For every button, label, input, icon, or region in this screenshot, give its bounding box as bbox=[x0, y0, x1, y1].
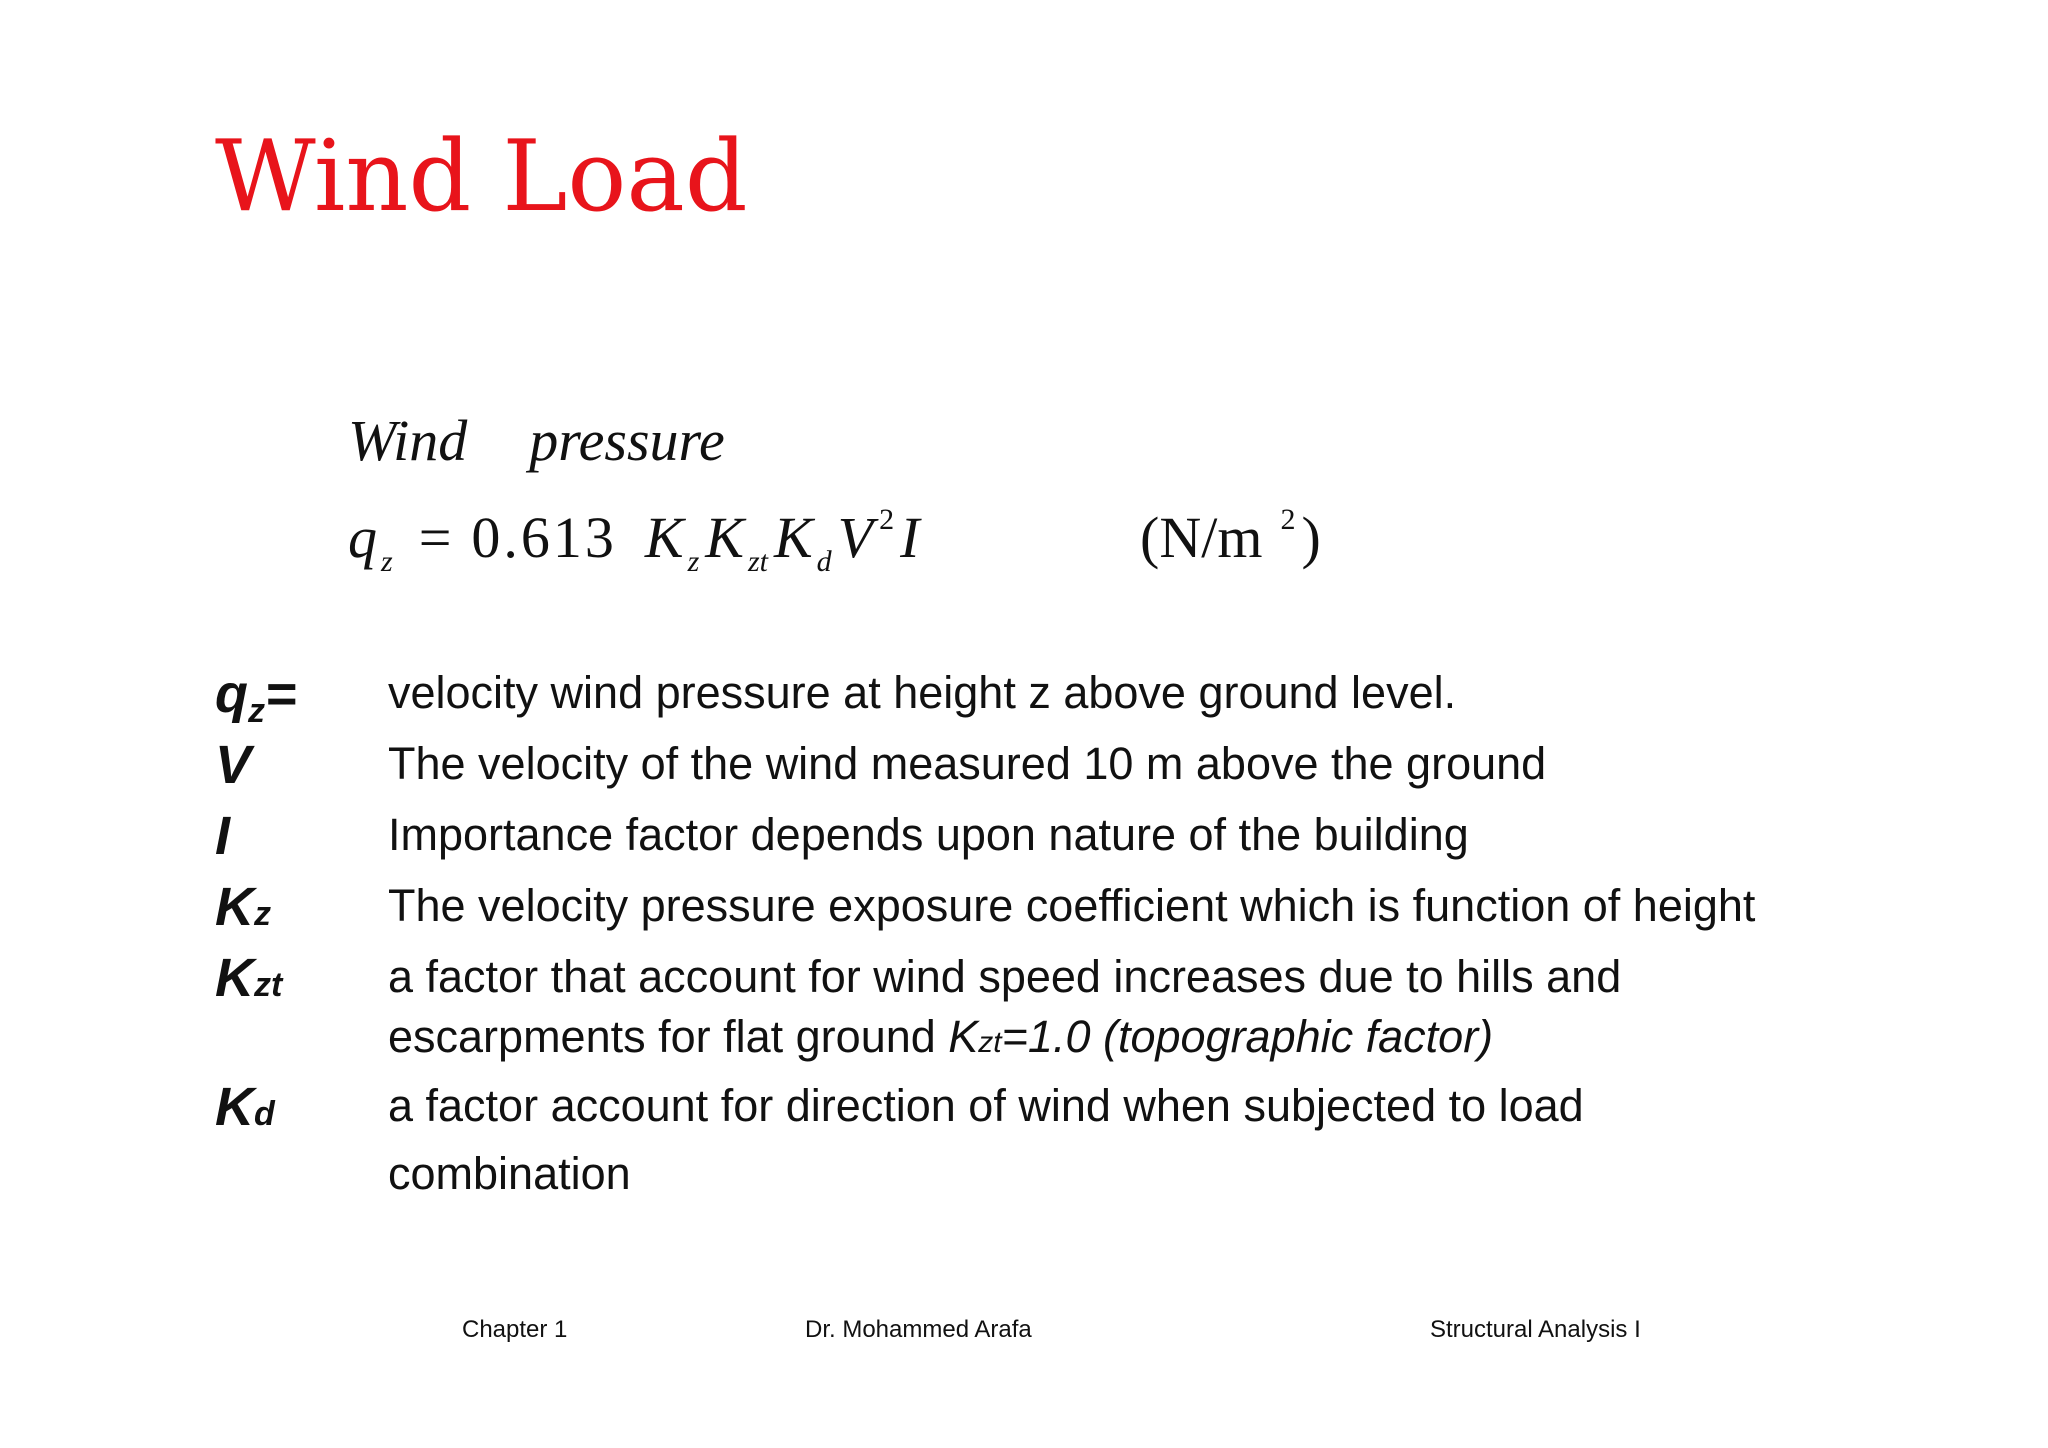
definition-symbol bbox=[215, 877, 271, 937]
footer-course: Structural Analysis I bbox=[1430, 1316, 1641, 1343]
definition-description: a factor account for direction of wind when subjected to load bbox=[388, 1080, 1584, 1131]
formula-kd-sub: d bbox=[816, 545, 832, 578]
formula-kz: K bbox=[644, 505, 684, 570]
definition-description: The velocity pressure exposure coefficient which is function of height bbox=[388, 880, 1756, 931]
definition-description: Importance factor depends upon nature of the building bbox=[388, 809, 1469, 860]
wind-pressure-formula bbox=[348, 505, 919, 577]
symbol-sub: z bbox=[248, 692, 265, 730]
formula-label-word-pressure: pressure bbox=[529, 408, 725, 473]
continuation-prefix: escarpments for flat ground bbox=[388, 1011, 949, 1062]
formula-kzt-sub: zt bbox=[747, 545, 768, 578]
formula-qz: q bbox=[348, 505, 377, 570]
definition-symbol: V bbox=[215, 735, 252, 795]
formula-units bbox=[1140, 503, 1321, 570]
formula-label-word-wind: Wind bbox=[348, 408, 468, 473]
continuation-symbol-sub: zt bbox=[978, 1026, 1002, 1059]
definition-description: The velocity of the wind measured 10 m above the ground bbox=[388, 738, 1547, 789]
symbol-sub: d bbox=[254, 1095, 275, 1133]
continuation-suffix: =1.0 (topographic factor) bbox=[1001, 1011, 1494, 1062]
symbol-base: K bbox=[215, 1077, 254, 1137]
formula-coefficient: 0.613 bbox=[471, 505, 617, 570]
definition-v bbox=[0, 735, 2048, 808]
definition-symbol bbox=[215, 948, 283, 1008]
formula-kd: K bbox=[773, 505, 813, 570]
units-exp: 2 bbox=[1280, 503, 1296, 536]
symbol-sub: z bbox=[254, 895, 271, 933]
formula-kzt: K bbox=[705, 505, 744, 570]
formula-equals: = bbox=[418, 505, 452, 570]
symbol-base: K bbox=[215, 948, 254, 1008]
definition-symbol bbox=[215, 1077, 275, 1137]
definition-qz bbox=[0, 664, 2048, 737]
definition-symbol: I bbox=[215, 806, 231, 866]
formula-v: V bbox=[837, 505, 874, 570]
definition-kz bbox=[0, 877, 2048, 950]
formula-i: I bbox=[900, 505, 920, 570]
formula-qz-sub: z bbox=[381, 545, 393, 578]
definition-kd bbox=[0, 1077, 2048, 1210]
definition-kzt bbox=[0, 948, 2048, 1081]
definition-description-continuation bbox=[388, 1011, 1494, 1062]
definition-description: a factor that account for wind speed increases due to hills and bbox=[388, 951, 1622, 1002]
symbol-sub: zt bbox=[254, 966, 283, 1004]
footer-chapter: Chapter 1 bbox=[462, 1316, 568, 1343]
formula-v-exp: 2 bbox=[879, 503, 895, 536]
symbol-base: K bbox=[215, 877, 254, 937]
units-prefix: (N/m bbox=[1140, 505, 1263, 570]
continuation-symbol: K bbox=[948, 1011, 979, 1062]
slide-title: Wind Load bbox=[215, 120, 748, 234]
footer-author: Dr. Mohammed Arafa bbox=[805, 1316, 1032, 1343]
formula-label bbox=[348, 408, 725, 473]
symbol-base: q bbox=[215, 664, 248, 724]
symbol-suffix: = bbox=[265, 664, 297, 724]
definition-symbol bbox=[215, 664, 297, 730]
definition-description: velocity wind pressure at height z above ground level. bbox=[388, 667, 1457, 718]
units-suffix: ) bbox=[1301, 505, 1321, 570]
formula-kz-sub: z bbox=[687, 545, 700, 578]
definition-i bbox=[0, 806, 2048, 879]
definition-description-continuation: combination bbox=[388, 1148, 631, 1199]
